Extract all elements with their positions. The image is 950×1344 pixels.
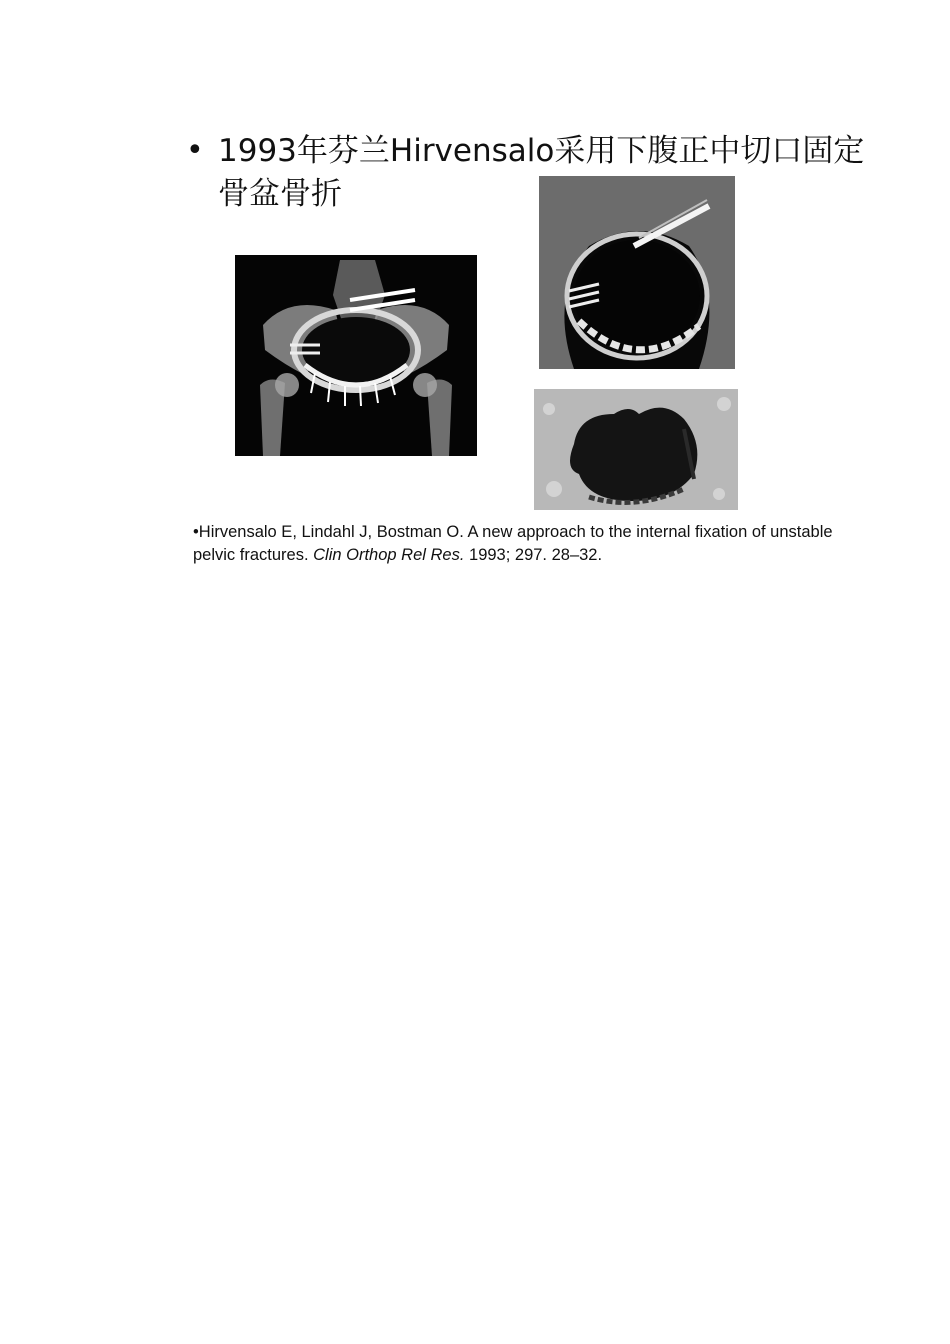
citation-volume-pages: 1993; 297. 28–32. (464, 546, 603, 564)
reference-citation (193, 521, 873, 567)
citation-authors-title: •Hirvensalo E, Lindahl J, Bostman O. A new approach to the internal fixation of unstable pelvic fractures. (193, 523, 833, 564)
heading-text: 1993年芬兰Hirvensalo采用下腹正中切口固定骨盆骨折 (218, 133, 865, 212)
bullet-icon: • (186, 133, 204, 168)
pelvis-xray-icon (539, 176, 735, 369)
pelvis-ct-icon (534, 389, 738, 510)
citation-journal: Clin Orthop Rel Res. (313, 546, 465, 564)
pelvis-ap-radiograph (235, 255, 477, 456)
pelvis-ct-view (534, 389, 738, 510)
pelvis-inlet-radiograph (539, 176, 735, 369)
pelvis-xray-icon (235, 255, 477, 456)
